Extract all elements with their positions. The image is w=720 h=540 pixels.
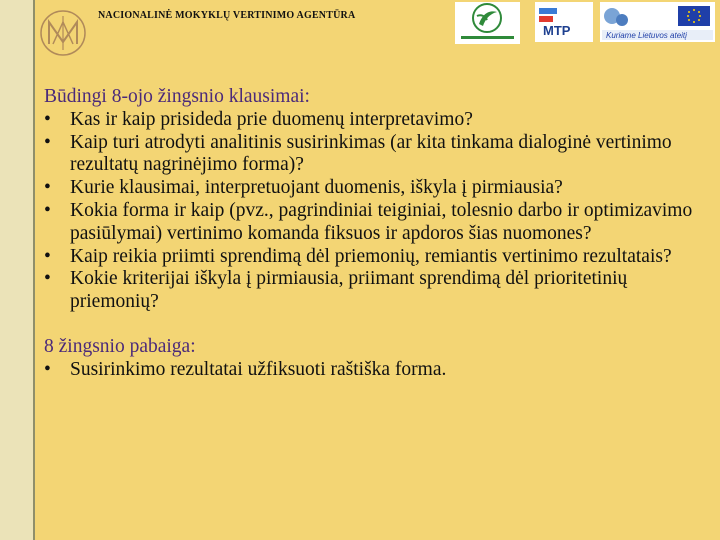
ministry-logo: [455, 2, 520, 44]
bullet: •: [44, 108, 51, 130]
bullet: •: [44, 199, 51, 221]
section2-list: [44, 359, 716, 382]
mtp-logo-text: MTP: [543, 23, 571, 38]
list-item: • Kokie kriterijai iškyla į pirmiausia, priimant sprendimą dėl prioritetinių priemonių?: [44, 268, 628, 313]
list-item: • Susirinkimo rezultatai užfiksuoti raštiška forma.: [44, 358, 447, 380]
list-item: • Kaip turi atrodyti analitinis susirinkimas (ar kita tinkama dialoginė vertinimo rezultatų nagrinėjimo forma)?: [44, 131, 672, 176]
bullet: •: [44, 358, 51, 380]
list-item: • Kokia forma ir kaip (pvz., pagrindiniai teiginiai, tolesnio darbo ir optimizavimo pasiūlymai) vertinimo komanda fiksuos ir apdoros šias nuomones?: [44, 199, 693, 244]
bullet: •: [44, 268, 51, 290]
list-item: • Kas ir kaip prisideda prie duomenų interpretavimo?: [44, 108, 473, 130]
mtp-logo: [535, 2, 593, 42]
list-item: • Kaip reikia priimti sprendimą dėl priemonių, remiantis vertinimo rezultatais?: [44, 245, 672, 267]
section2-heading: 8 žingsnio pabaiga:: [44, 335, 196, 357]
section1-heading: Būdingi 8-ojo žingsnio klausimai:: [44, 86, 310, 107]
bullet: •: [44, 245, 51, 267]
left-sidebar-bar: [0, 0, 35, 540]
eu-funds-slogan: Kuriame Lietuvos ateitį: [606, 31, 687, 40]
bullet: •: [44, 177, 51, 199]
slide-content: [44, 86, 716, 382]
eu-funds-logo: [600, 2, 715, 42]
list-item: • Kurie klausimai, interpretuojant duomenis, iškyla į pirmiausia?: [44, 177, 563, 199]
nmva-emblem-logo: [38, 8, 88, 58]
bullet: •: [44, 131, 51, 153]
agency-name: NACIONALINĖ MOKYKLŲ VERTINIMO AGENTŪRA: [98, 10, 356, 21]
section1-list: [44, 109, 716, 314]
